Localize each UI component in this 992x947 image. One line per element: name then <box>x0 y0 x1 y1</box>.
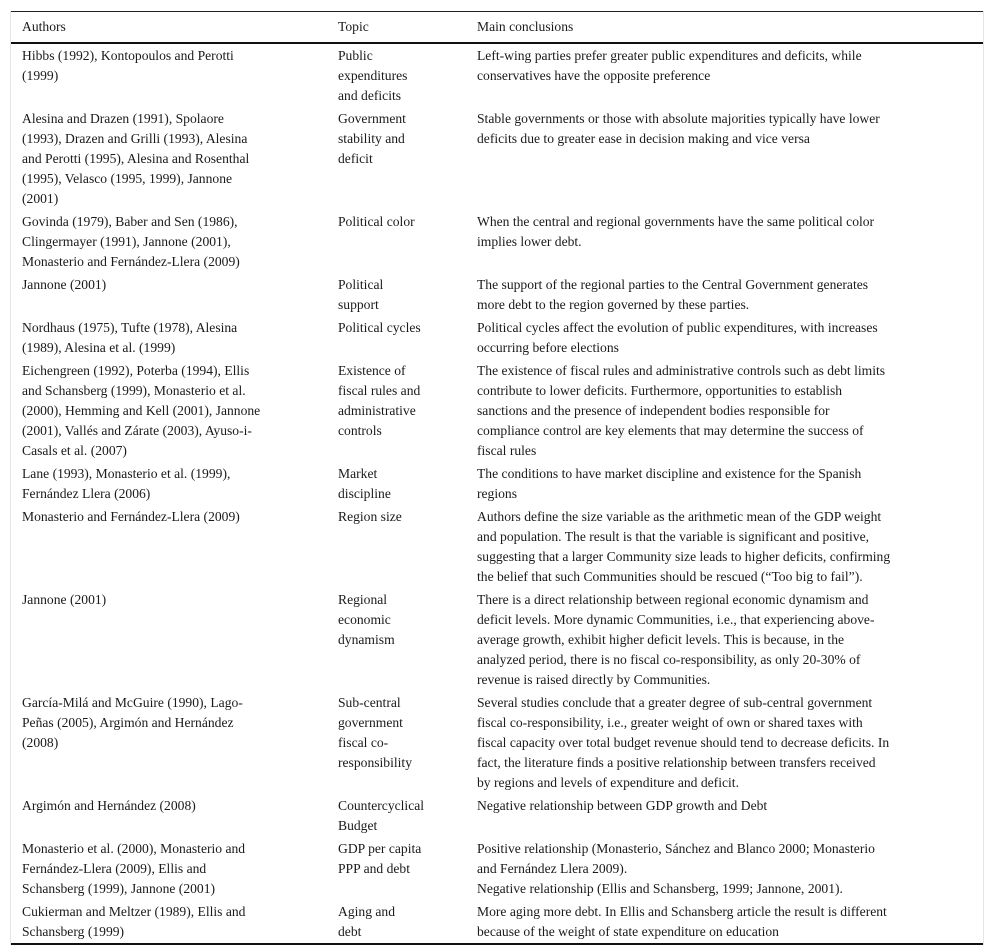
cell-conclusions: The conditions to have market discipline and existence for the Spanish regions <box>477 466 862 501</box>
cell-topic: Region size <box>338 509 402 524</box>
table-row <box>11 273 983 316</box>
cell-conclusions: Several studies conclude that a greater degree of sub-central government fiscal co-responsibility, i.e., greater weight of own or shared taxes with fiscal capacity over total budget revenue should tend to decrease deficits. In fact, the literature finds a positive relationship between transfers received by regions and levels of expenditure and deficit. <box>477 695 890 790</box>
cell-conclusions: Stable governments or those with absolute majorities typically have lower deficits due to greater ease in decision making and vice versa <box>477 111 880 146</box>
cell-authors: Argimón and Hernández (2008) <box>22 798 196 813</box>
cell-authors: Lane (1993), Monasterio et al. (1999), Fernández Llera (2006) <box>22 466 231 501</box>
header-topic: Topic <box>338 19 369 34</box>
table-row <box>11 43 983 107</box>
header-authors: Authors <box>22 19 66 34</box>
cell-conclusions: The support of the regional parties to the Central Government generates more debt to the region governed by these parties. <box>477 277 869 312</box>
cell-authors: Govinda (1979), Baber and Sen (1986), Clingermayer (1991), Jannone (2001), Monasterio and Fernández-Llera (2009) <box>22 214 240 269</box>
cell-topic: Government stability and deficit <box>338 111 406 166</box>
cell-authors: Alesina and Drazen (1991), Spolaore (1993), Drazen and Grilli (1993), Alesina and Perotti (1995), Alesina and Rosenthal (1995), Velasco (1995, 1999), Jannone (2001) <box>22 111 250 206</box>
cell-authors: Monasterio and Fernández-Llera (2009) <box>22 509 240 524</box>
cell-authors: García-Milá and McGuire (1990), Lago- Peñas (2005), Argimón and Hernández (2008) <box>22 695 243 750</box>
table-row <box>11 505 983 588</box>
table-row <box>11 316 983 359</box>
table-row <box>11 210 983 273</box>
cell-conclusions: Positive relationship (Monasterio, Sánchez and Blanco 2000; Monasterio and Fernández Llera 2009). Negative relationship (Ellis and Schansberg, 1999; Jannone, 2001). <box>477 841 875 896</box>
cell-authors: Nordhaus (1975), Tufte (1978), Alesina (1989), Alesina et al. (1999) <box>22 320 238 355</box>
cell-topic: Political color <box>338 214 415 229</box>
table-row <box>11 107 983 210</box>
cell-topic: Market discipline <box>338 466 391 501</box>
cell-conclusions: The existence of fiscal rules and administrative controls such as debt limits contribute to lower deficits. Furthermore, opportunities to establish sanctions and the presence of independent bodies responsible for compliance control are key elements that may determine the success of fiscal rules <box>477 363 886 458</box>
cell-conclusions: There is a direct relationship between regional economic dynamism and deficit levels. More dynamic Communities, i.e., that experiencing above- average growth, exhibit higher deficit levels. This is because, in the analyzed period, there is no fiscal co-responsibility, as only 20-30% of revenue is raised directly by Communities. <box>477 592 875 687</box>
cell-conclusions: More aging more debt. In Ellis and Schansberg article the result is different because of the weight of state expenditure on education <box>477 904 887 939</box>
table-row <box>11 359 983 462</box>
cell-topic: Aging and debt <box>338 904 396 939</box>
literature-table-container <box>10 11 984 945</box>
table-row <box>11 691 983 794</box>
cell-conclusions: Political cycles affect the evolution of public expenditures, with increases occurring before elections <box>477 320 878 355</box>
table-row <box>11 794 983 837</box>
cell-conclusions: Negative relationship between GDP growth and Debt <box>477 798 768 813</box>
cell-topic: Existence of fiscal rules and administrative controls <box>338 363 421 438</box>
cell-authors: Monasterio et al. (2000), Monasterio and Fernández-Llera (2009), Ellis and Schansberg (1999), Jannone (2001) <box>22 841 246 896</box>
cell-authors: Hibbs (1992), Kontopoulos and Perotti (1999) <box>22 48 234 83</box>
cell-authors: Eichengreen (1992), Poterba (1994), Ellis and Schansberg (1999), Monasterio et al. (2000), Hemming and Kell (2001), Jannone (2001), Vallés and Zárate (2003), Ayuso-i- Casals et al. (2007) <box>22 363 261 458</box>
cell-authors: Jannone (2001) <box>22 277 107 292</box>
table-row <box>11 900 983 944</box>
cell-topic: Sub-central government fiscal co- responsibility <box>338 695 413 770</box>
cell-topic: Public expenditures and deficits <box>338 48 408 103</box>
cell-conclusions: Left-wing parties prefer greater public expenditures and deficits, while conservatives have the opposite preference <box>477 48 862 83</box>
table-row <box>11 462 983 505</box>
cell-conclusions: When the central and regional governments have the same political color implies lower debt. <box>477 214 875 249</box>
cell-topic: Countercyclical Budget <box>338 798 425 833</box>
cell-authors: Cukierman and Meltzer (1989), Ellis and Schansberg (1999) <box>22 904 246 939</box>
cell-conclusions: Authors define the size variable as the arithmetic mean of the GDP weight and population. The result is that the variable is significant and positive, suggesting that a larger Community size leads to higher deficits, confirming the belief that such Communities should be rescued (“Too big to fail”). <box>477 509 891 584</box>
literature-table <box>11 11 983 945</box>
cell-authors: Jannone (2001) <box>22 592 107 607</box>
table-row <box>11 588 983 691</box>
table-row <box>11 837 983 900</box>
cell-topic: Political support <box>338 277 384 312</box>
header-conclusions: Main conclusions <box>477 19 574 34</box>
cell-topic: Political cycles <box>338 320 421 335</box>
table-header-row <box>11 12 983 44</box>
cell-topic: GDP per capita PPP and debt <box>338 841 422 876</box>
cell-topic: Regional economic dynamism <box>338 592 395 647</box>
